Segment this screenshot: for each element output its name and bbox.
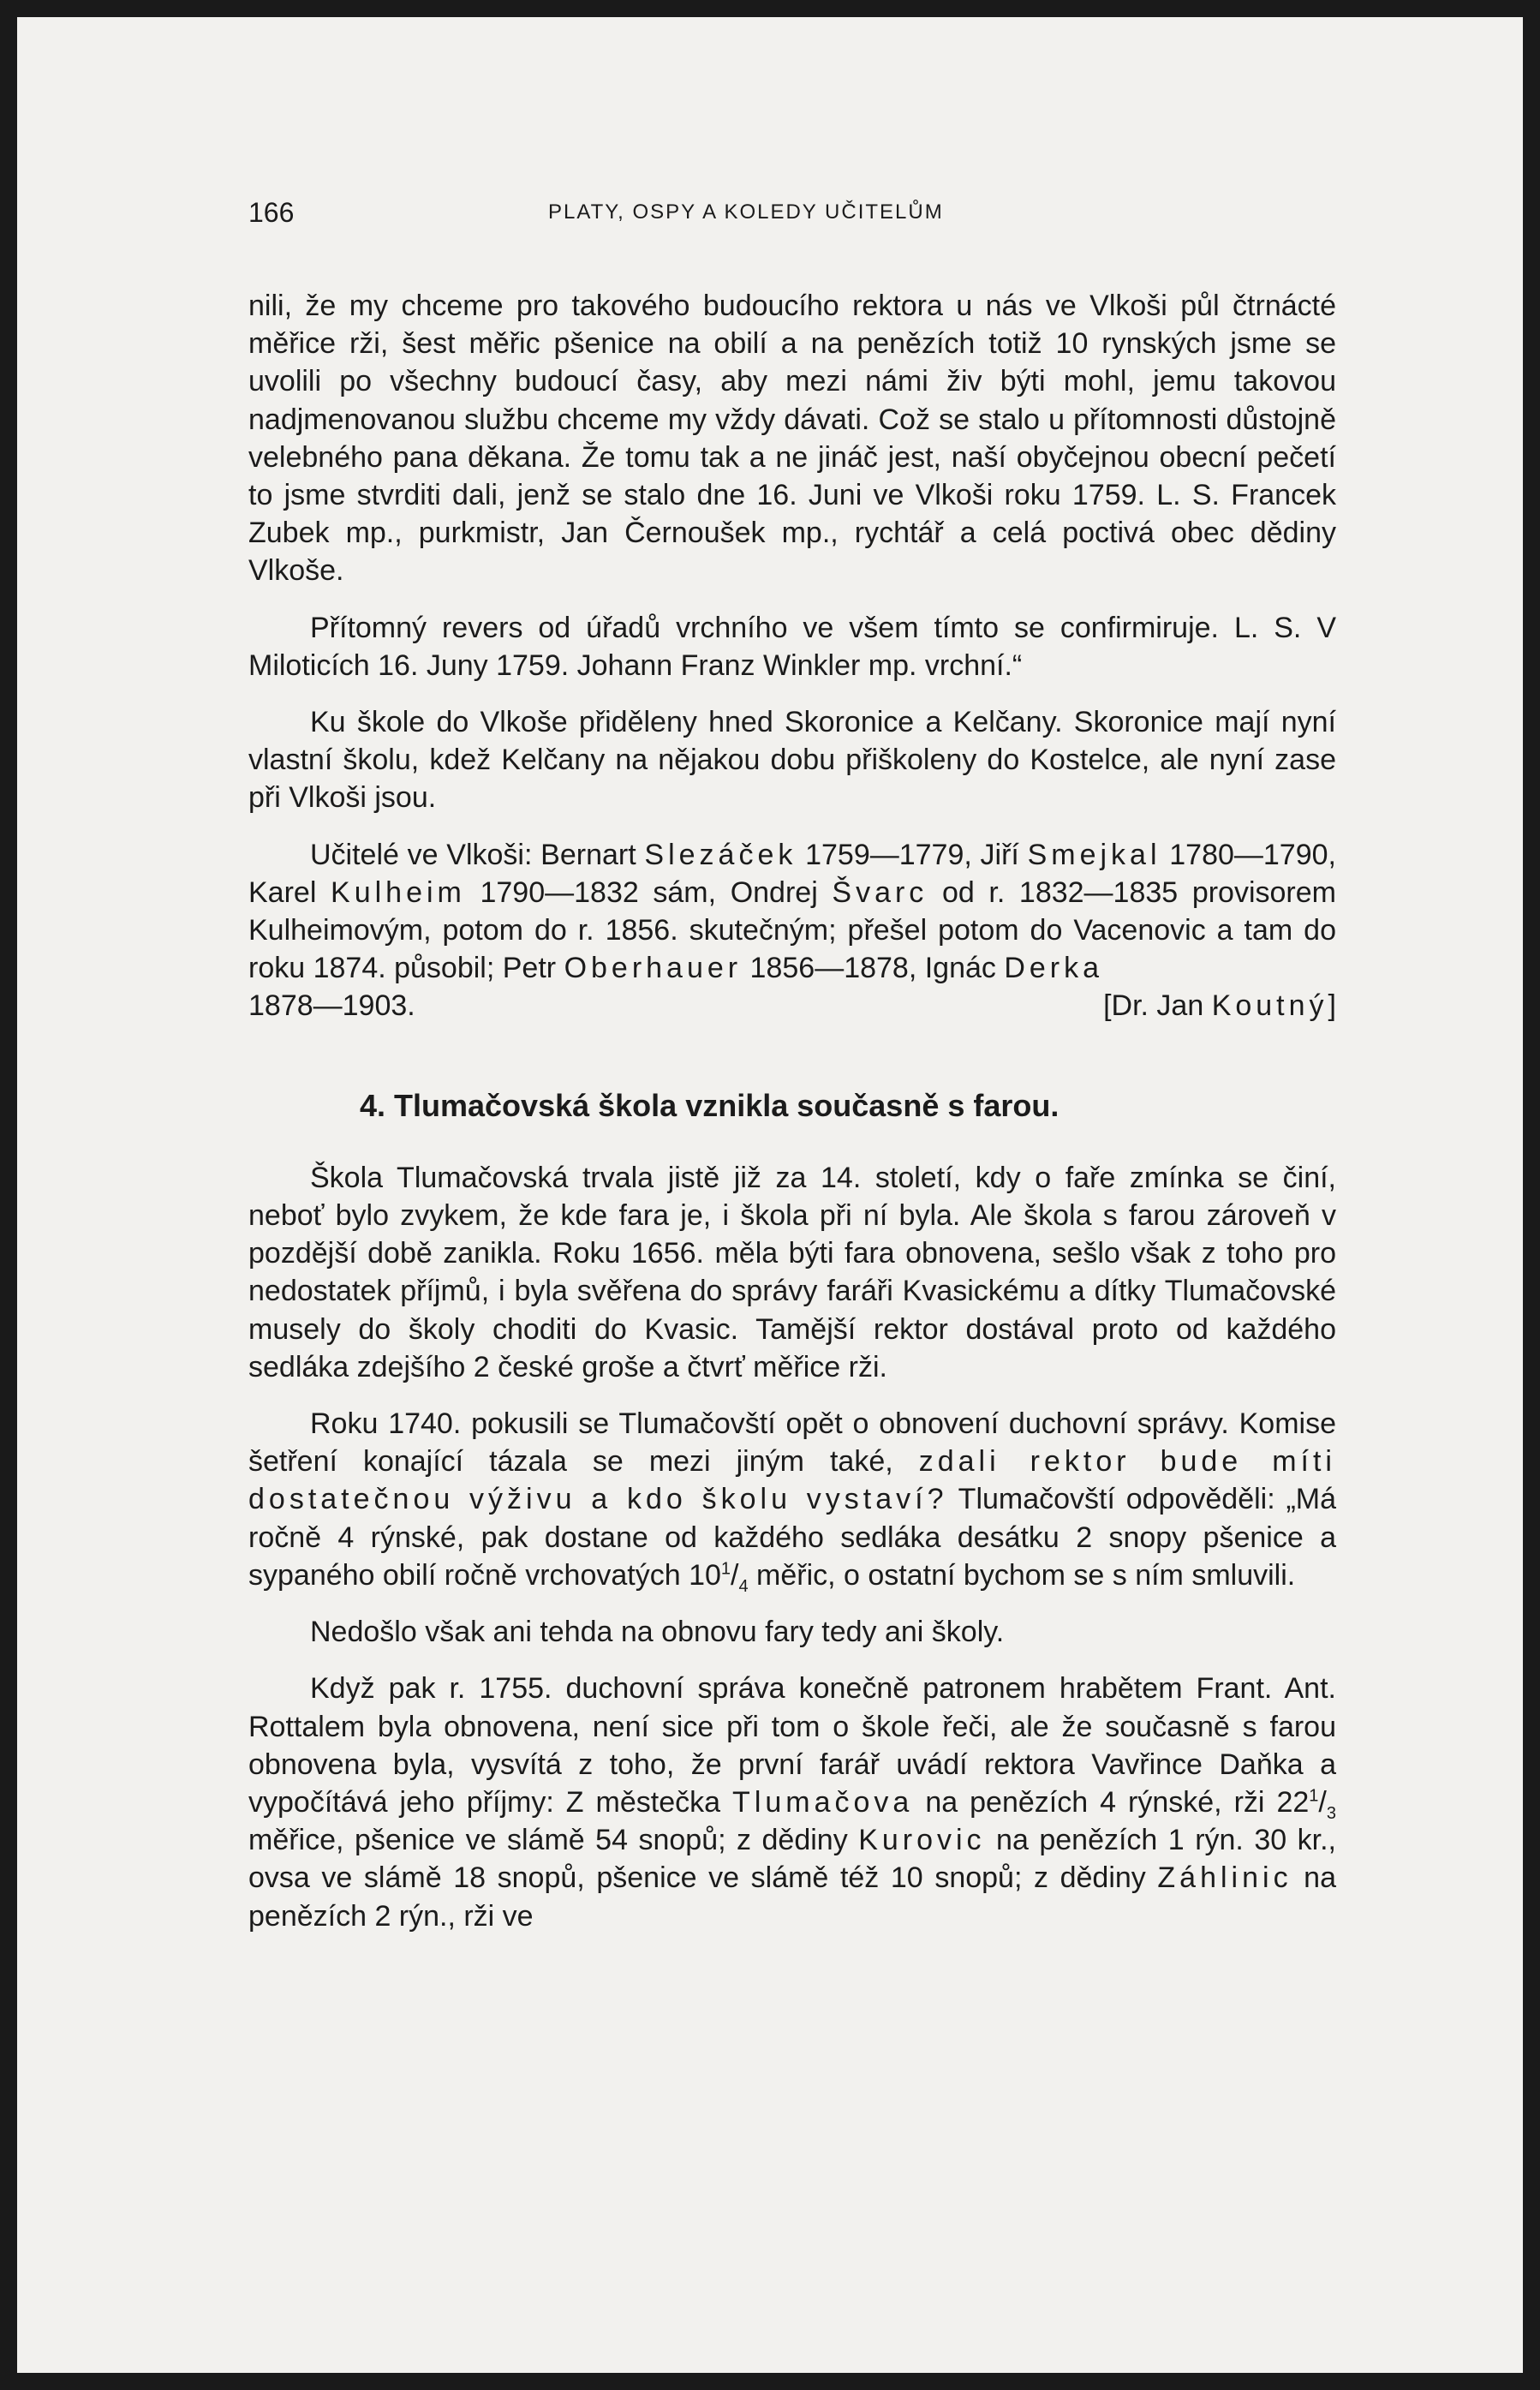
paragraph-3: Ku škole do Vlkoše přiděleny hned Skoronice a Kelčany. Skoronice mají nyní vlastní školu, kdež Kelčany na nějakou dobu přiškoleny do Kostelce, ale nyní zase při Vlkoši jsou. xyxy=(248,706,1336,815)
document-page xyxy=(17,17,1523,2373)
text-run: [Dr. Jan xyxy=(1103,989,1212,1023)
spaced-name: Oberhauer xyxy=(564,952,743,985)
text-run: Roku 1740. pokusili se Tlumačovští opět o obnovení duchovní správy. Komise šetření konající tázala se mezi jiným také, xyxy=(248,1407,1336,1479)
spaced-name: Koutný xyxy=(1211,989,1328,1023)
text-run: na penězích 2 rýn., rži ve xyxy=(248,1861,1336,1933)
text-run: Když pak r. 1755. duchovní správa konečně patronem hrabětem Frant. Ant. Rottalem byla obnovena, není sice při tom o škole řeči, ale že současně s farou obnovena byla, vysvítá z toho, že první farář uvádí rektora Vavřince Daňka a vypočítává jeho příjmy: Z městečka xyxy=(248,1672,1336,1819)
text-run: 1780—1790, Karel xyxy=(248,838,1336,909)
spaced-name: Slezáček xyxy=(644,838,797,871)
spaced-name: Derka xyxy=(1004,952,1104,985)
running-title: PLATY, OSPY A KOLEDY UČITELŮM xyxy=(548,200,944,224)
text-run: ] xyxy=(1328,989,1336,1023)
page-header xyxy=(17,197,1523,231)
spaced-name: Tlumačova xyxy=(732,1785,914,1819)
page-number: 166 xyxy=(248,197,295,228)
paragraph-4 xyxy=(248,836,1336,988)
text-run: měřic, o ostatní bychom se s ním smluvili. xyxy=(748,1558,1296,1592)
paragraph-8: Když pak r. 1755. duchovní správa konečně patronem hrabětem Frant. Ant. Rottalem byla obnovena, není sice při tom o škole řeči, ale že současně s farou obnovena byla, vysvítá z toho, že první farář uvádí rektora Vavřince Daňka a vypočítává jeho příjmy: Z městečka Tlumačova na penězích 4 rýnské, rži $22^1/_3$ měřice, pšenice ve slámě 54 snopů; z dědiny Kurovic na penězích 1 rýn. 30 kr., ovsa ve slámě 18 snopů, pšenice ve slámě též 10 snopů; z dědiny Záhlinic na penězích 2 rýn., rži ve xyxy=(248,1672,1336,1933)
section-heading: 4. Tlumačovská škola vznikla současně s farou. xyxy=(360,1087,1059,1123)
fraction-denominator: 3 xyxy=(1326,1803,1336,1823)
text-run: 1790—1832 sám, Ondrej xyxy=(465,875,833,909)
body-text xyxy=(248,287,1336,1954)
paragraph-2: Přítomný revers od úřadů vrchního ve všem tímto se confirmiruje. L. S. V Miloticích 16. Juny 1759. Johann Franz Winkler mp. vrchní.“ xyxy=(248,611,1336,682)
spaced-name: Smejkal xyxy=(1027,838,1161,871)
paragraph-6: Roku 1740. pokusili se Tlumačovští opět o obnovení duchovní správy. Komise šetření konající tázala se mezi jiným také, zdali rektor bude míti dostatečnou výživu a kdo školu vystaví? Tlumačovští odpověděli: „Má ročně 4 rýnské, pak dostane od každého sedláka desátku 2 snopy pšenice a sypaného obilí ročně vrchovatých $10^1/_4$ měřic, o ostatní bychom se s ním smluvili. xyxy=(248,1407,1336,1596)
fraction-numerator: 1 xyxy=(1309,1786,1319,1806)
signature-author xyxy=(1103,987,1336,1025)
paragraph-1: nili, že my chceme pro takového budoucího rektora u nás ve Vlkoši půl čtrnácté měřice rži, šest měřic pšenice na obilí a na penězích totiž 10 rynských jsme se uvolili po všechny budoucí časy, aby mezi námi živ býti mohl, jemu takovou nadjmenovanou službu chceme my vždy dávati. Což se stalo u přítomnosti důstojně velebného pana děkana. Že tomu tak a ne jináč jest, naší obyčejnou obecní pečetí to jsme stvrditi dali, jenž se stalo dne 16. Juni ve Vlkoši roku 1759. L. S. Francek Zubek mp., purkmistr, Jan Černoušek mp., rychtář a celá poctivá obec dědiny Vlkoše. xyxy=(248,290,1336,588)
text-run: na penězích 1 rýn. 30 kr., ovsa ve slámě 18 snopů, pšenice ve slámě též 10 snopů; z dědiny xyxy=(248,1824,1336,1895)
text-run: Učitelé ve Vlkoši: Bernart xyxy=(310,838,645,871)
spaced-name: Kulheim xyxy=(331,875,466,909)
text-run: 1856—1878, Ignác xyxy=(742,952,1005,985)
spaced-name: Záhlinic xyxy=(1157,1861,1292,1895)
text-run: 1759—1779, Jiří xyxy=(797,838,1028,871)
paragraph-7: Nedošlo však ani tehda na obnovu fary tedy ani školy. xyxy=(310,1616,1005,1649)
signature-line xyxy=(248,987,1336,1025)
spaced-name: Švarc xyxy=(832,875,928,909)
text-run: na penězích 4 rýnské, rži 22 xyxy=(913,1785,1310,1819)
fraction-denominator: 4 xyxy=(738,1576,749,1596)
text-run: Tlumačovští odpověděli: „Má ročně 4 rýnské, pak dostane od každého sedláka desátku 2 snopy pšenice a sypaného obilí ročně vrchovatých 10 xyxy=(248,1483,1336,1592)
fraction-numerator: 1 xyxy=(720,1559,731,1579)
paragraph-5: Škola Tlumačovská trvala jistě již za 14. století, kdy o faře zmínka se činí, neboť bylo zvykem, že kde fara je, i škola při ní byla. Ale škola s farou zároveň v pozdější době zanikla. Roku 1656. měla býti fara obnovena, sešlo však z toho pro nedostatek příjmů, i byla svěřena do správy faráři Kvasickému a dítky Tlumačovské musely do školy choditi do Kvasic. Tamější rektor dostával proto od každého sedláka zdejšího 2 české groše a čtvrť měřice rži. xyxy=(248,1161,1336,1383)
signature-years: 1878—1903. xyxy=(248,989,415,1023)
text-run: měřice, pšenice ve slámě 54 snopů; z dědiny xyxy=(248,1824,859,1857)
text-run: od r. 1832—1835 provisorem Kulheimovým, potom do r. 1856. skutečným; přešel potom do Vacenovic a tam do roku 1874. působil; Petr xyxy=(248,875,1336,985)
spaced-text: zdali rektor bude míti dostatečnou výživu a kdo školu vystaví? xyxy=(248,1445,1336,1516)
spaced-name: Kurovic xyxy=(858,1824,986,1857)
